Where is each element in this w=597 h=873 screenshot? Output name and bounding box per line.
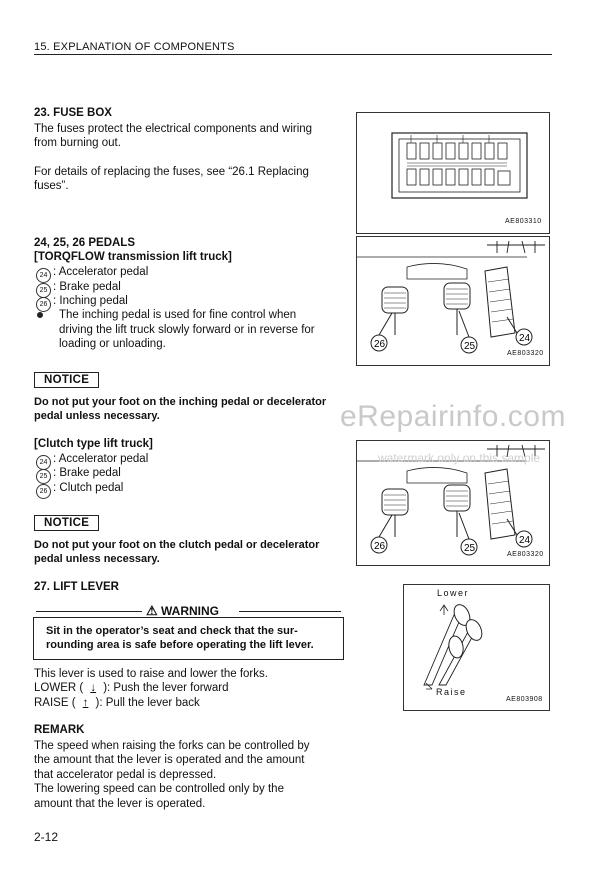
header-rule	[34, 54, 552, 55]
lower-desc: ): Push the lever forward	[103, 682, 229, 694]
warning-triangle-icon: ⚠	[146, 603, 158, 618]
pedal-item-label: : Accelerator pedal	[53, 266, 149, 278]
torqflow-subheading: [TORQFLOW transmission lift truck]	[34, 251, 232, 263]
pedal-item-label: : Inching pedal	[53, 295, 128, 307]
inching-bullet-2: driving the lift truck slowly forward or in reverse for	[59, 324, 315, 336]
pedals-drawing	[357, 237, 549, 365]
remark-line-1: The speed when raising the forks can be controlled by	[34, 740, 310, 752]
callout-26-icon: 26	[36, 297, 51, 312]
callout-24-icon: 24	[36, 268, 51, 283]
lift-text-1: This lever is used to raise and lower the forks.	[34, 668, 268, 680]
pedals-figure-code: AE803320	[507, 350, 544, 357]
watermark-subtext: watermark only on this sample	[378, 451, 541, 465]
fuse-box-heading: 23. FUSE BOX	[34, 107, 112, 119]
callout-25-icon: 25	[36, 283, 51, 298]
callout-24-icon: 24	[36, 455, 51, 470]
warning-line-1: Sit in the operator’s seat and check that the sur-	[46, 625, 298, 637]
watermark-text: eRepairinfo.com	[340, 400, 566, 433]
inching-bullet-3: loading or unloading.	[59, 338, 166, 350]
fuse-text-2b: fuses”.	[34, 180, 69, 192]
pedal-item-label: : Accelerator pedal	[53, 453, 149, 465]
notice-1-line-2: pedal unless necessary.	[34, 410, 160, 422]
fuse-text-1a: The fuses protect the electrical components and wiring	[34, 123, 313, 135]
page-header-title: 15. EXPLANATION OF COMPONENTS	[34, 41, 235, 53]
remark-line-4: The lowering speed can be controlled only by the	[34, 783, 284, 795]
fuse-figure-code: AE803310	[505, 218, 542, 225]
warning-line-2: rounding area is safe before operating the lift lever.	[46, 639, 314, 651]
warning-rule-right	[239, 611, 341, 612]
callout-24-label: 24	[519, 333, 531, 344]
notice-1-line-1: Do not put your foot on the inching pedal or decelerator	[34, 396, 327, 408]
callout-25-label: 25	[464, 341, 476, 352]
bullet-icon	[37, 312, 43, 318]
lift-lever-heading: 27. LIFT LEVER	[34, 581, 119, 593]
raise-desc: ): Pull the lever back	[95, 697, 200, 709]
figure-lower-label: Lower	[437, 588, 470, 598]
lower-label: LOWER (	[34, 682, 84, 694]
notice-2-line-1: Do not put your foot on the clutch pedal or decelerator	[34, 539, 320, 551]
pedals-figure-torqflow	[356, 236, 550, 366]
callout-25-icon: 25	[36, 469, 51, 484]
pedals-figure-2-code: AE803320	[507, 551, 544, 558]
warning-title-text: WARNING	[161, 604, 219, 618]
notice-label-2: NOTICE	[34, 515, 99, 531]
fuse-text-1b: from burning out.	[34, 137, 121, 149]
notice-label-1: NOTICE	[34, 372, 99, 388]
lift-figure-code: AE803908	[506, 696, 543, 703]
pedal-item-label: : Clutch pedal	[53, 482, 124, 494]
pedals-heading: 24, 25, 26 PEDALS	[34, 237, 135, 249]
raise-label: RAISE (	[34, 697, 76, 709]
clutch-item-clutch	[36, 481, 123, 499]
remark-line-2: the amount that the lever is operated and the amount	[34, 754, 305, 766]
remark-heading: REMARK	[34, 724, 85, 736]
lift-lower	[34, 681, 228, 696]
callout-26-label: 26	[374, 541, 386, 552]
notice-2-line-2: pedal unless necessary.	[34, 553, 160, 565]
inching-bullet-1: The inching pedal is used for fine control when	[59, 309, 297, 321]
lift-lever-drawing	[404, 585, 549, 710]
callout-24-label: 24	[519, 535, 531, 546]
figure-raise-label: Raise	[436, 687, 467, 697]
remark-line-5: amount that the lever is operated.	[34, 798, 206, 810]
fuse-box-drawing	[357, 113, 549, 233]
callout-26-icon: 26	[36, 484, 51, 499]
raise-arrow-icon: ↑	[82, 697, 89, 709]
warning-rule-left	[36, 611, 142, 612]
callout-25-label: 25	[464, 543, 476, 554]
fuse-text-2a: For details of replacing the fuses, see “26.1 Replacing	[34, 166, 309, 178]
remark-line-3: that accelerator pedal is depressed.	[34, 769, 217, 781]
page-number: 2-12	[34, 830, 59, 844]
pedal-item-label: : Brake pedal	[53, 467, 121, 479]
lift-lever-figure	[403, 584, 550, 711]
lower-arrow-icon: ↓	[90, 682, 97, 694]
callout-26-label: 26	[374, 339, 386, 350]
pedal-item-label: : Brake pedal	[53, 281, 121, 293]
fuse-box-figure	[356, 112, 550, 234]
lift-raise	[34, 696, 200, 711]
clutch-subheading: [Clutch type lift truck]	[34, 438, 153, 450]
